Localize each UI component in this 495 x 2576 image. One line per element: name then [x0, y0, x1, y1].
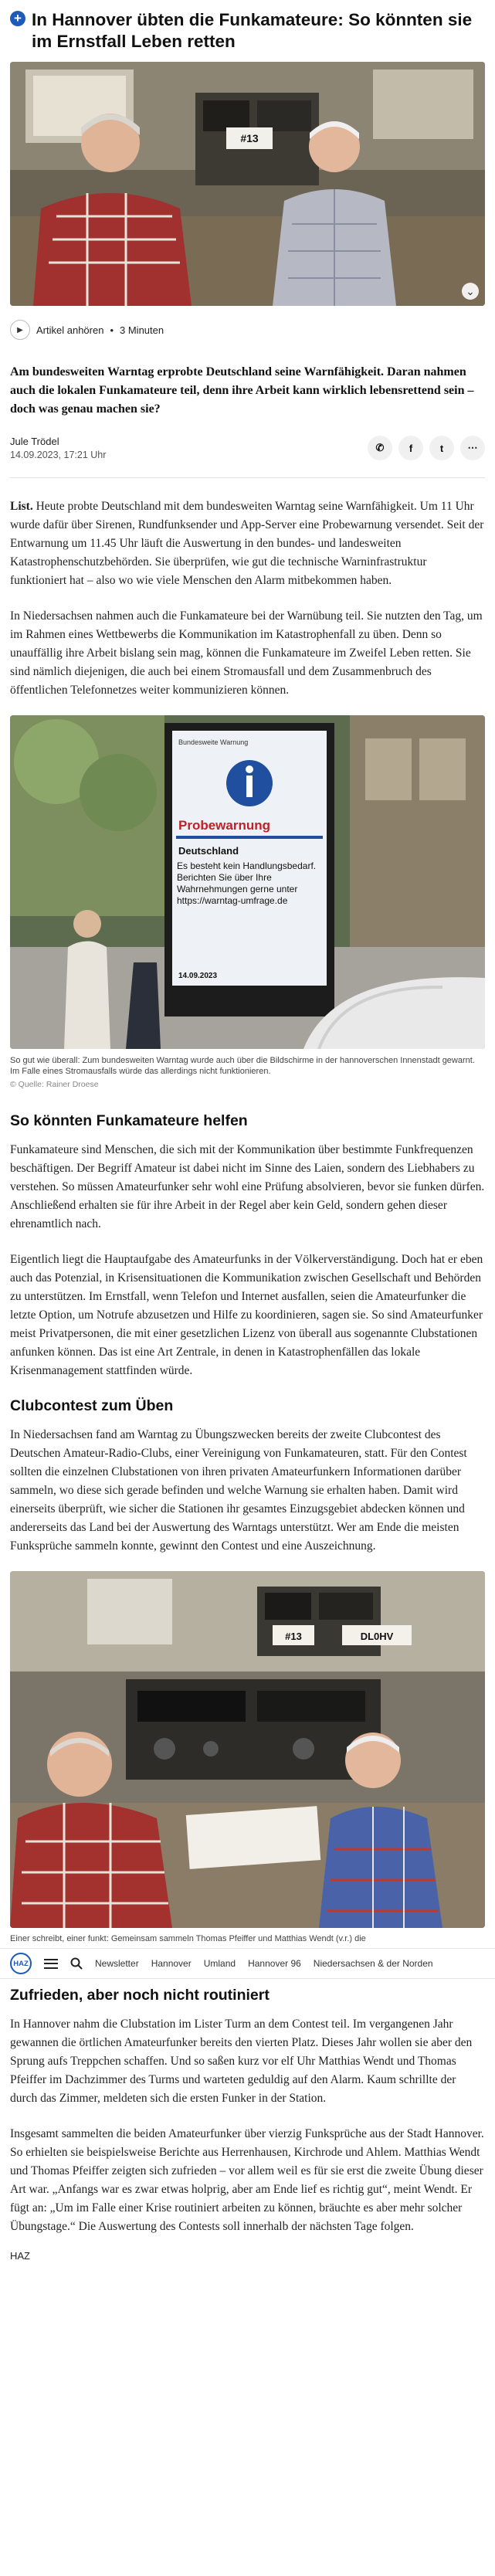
play-icon[interactable]: ▶ — [10, 320, 30, 340]
hero-sign-number: #13 — [240, 132, 259, 144]
warning-screen-illustration — [10, 715, 485, 1049]
section-heading: So könnten Funkamateure helfen — [10, 1112, 248, 1129]
station-callsign: DL0HV — [360, 1631, 394, 1642]
nav-item-hannover-96[interactable]: Hannover 96 — [248, 1958, 301, 1969]
facebook-icon[interactable]: f — [398, 436, 423, 460]
hero-photo-illustration — [10, 62, 485, 306]
paragraph — [10, 497, 485, 590]
menu-icon[interactable] — [44, 1959, 58, 1969]
dateline: List. — [10, 500, 33, 513]
screen-date: 14.09.2023 — [178, 972, 218, 980]
nav-item-umland[interactable]: Umland — [203, 1958, 236, 1969]
site-logo[interactable]: HAZ — [10, 1953, 32, 1974]
screen-region: Deutschland — [178, 845, 239, 857]
publish-date: 14.09.2023, 17:21 Uhr — [10, 450, 107, 460]
nav-item-newsletter[interactable]: Newsletter — [95, 1958, 139, 1969]
audio-label: Artikel anhören — [36, 324, 104, 336]
article-body — [10, 2015, 485, 2236]
hero-image[interactable] — [10, 62, 485, 306]
twitter-icon[interactable]: t — [429, 436, 454, 460]
screen-title: Probewarnung — [178, 818, 271, 833]
screen-header: Bundesweite Warnung — [178, 738, 249, 746]
headline — [10, 0, 485, 53]
byline — [10, 436, 485, 460]
nav-item-niedersachsen[interactable]: Niedersachsen & der Norden — [313, 1958, 433, 1969]
article-lead: Am bundesweiten Warntag erprobte Deutschland seine Warnfähigkeit. Daran nahmen auch die lokalen Funkamateure teil, denn ihre Arbeit kann wirklich lebensrettend sein – doch was genau machen sie? — [10, 365, 474, 416]
divider — [10, 477, 485, 478]
section-heading: Zufrieden, aber noch nicht routiniert — [10, 1987, 270, 2004]
site-navigation — [0, 1948, 495, 1979]
radio-station-image[interactable] — [10, 1571, 485, 1928]
author-block — [10, 436, 106, 460]
radio-station-illustration — [10, 1571, 485, 1928]
image-caption: So gut wie überall: Zum bundesweiten Warntag wurde auch über die Bildschirme in der hannoverschen Innenstadt gewarnt. Im Falle eines Stromausfalls würde das allerdings nicht funktionieren. — [10, 1056, 475, 1076]
share-buttons — [368, 436, 485, 460]
paragraph: Eigentlich liegt die Hauptaufgabe des Amateurfunks in der Völkerverständigung. Doch hat er eben auch das Potenzial, in Krisensituationen die Kommunikation zwischen Gesellschaft und Behörden zu unterstützen. Im Ernstfall, wenn Telefon und Internet ausfallen, seien die Amateurfunker die letzte Option, um Notrufe abzusetzen und Hilfe zu koordinieren, sagen sie. So sind Amateurfunker meist Privatpersonen, die mit einer gesetzlichen Lizenz von überall aus sogenannte Clubstationen anfunken können. Das ist eine Art Zentrale, in denen in Katastrophenfällen das lokale Krisenmanagement stattfinden würde. — [10, 1253, 483, 1377]
audio-duration: 3 Minuten — [120, 324, 164, 336]
article-body — [10, 1426, 485, 1556]
paragraph: Insgesamt sammelten die beiden Amateurfunker über vierzig Funksprüche aus der Stadt Hannover. So erhielten sie beispielsweise Berichte aus Herrenhausen, Kirchrode und Ahlem. Matthias Wendt und Thomas Pfeiffer zeigten sich zufrieden – vor allem weil es für sie erst die zweite Übung dieser Art war. „Anfangs war es zwar etwas holprig, aber am Ende lief es richtig gut“, meint Wendt. Er fügt an: „Um im Falle einer Krise routiniert arbeiten zu können, bräuchte es aber mehr solcher Übungstage.“ Die Auswertung des Contests soll innerhalb der nächsten Tage folgen. — [10, 2127, 484, 2233]
screen-body: Es besteht kein Handlungsbedarf. Berichten Sie über Ihre Wahrnehmungen gerne unter https://warntag-umfrage.de — [177, 860, 317, 906]
paragraph-text: Heute probte Deutschland mit dem bundesweiten Warntag seine Warnfähigkeit. Um 11 Uhr wurde dafür über Sirenen, Rundfunksender und App-Server eine Probewarnung versendet. Seit der Entwarnung um 11.45 Uhr läuft die Auswertung in den bundes- und landesweiten Katastrophenschutzbehörden. Sie überprüfen, wie gut die technische Warninfrastruktur funktioniert hat – also wo wie viele Menschen den Alarm mitbekommen haben. — [10, 500, 484, 587]
article-title: In Hannover übten die Funkamateure: So könnten sie im Ernstfall Leben retten — [32, 10, 473, 51]
paragraph: In Niedersachsen nahmen auch die Funkamateure bei der Warnübung teil. Sie nutzten den Tag, um im Rahmen eines Wettbewerbs die Kommunikation im Katastrophenfall zu üben. Denn so unauffällig ihre Arbeit bislang sein mag, können die Funkamateure im Zweifel Leben retten. Sie sind nämlich diejenigen, die auch bei einem Stromausfall und dem Zusammenbruch des öffentlichen Telefonnetzes weiter kommunizieren können. — [10, 609, 483, 697]
audio-separator: • — [110, 324, 114, 336]
article-body — [10, 1141, 485, 1380]
chevron-down-icon[interactable]: ⌄ — [462, 283, 479, 300]
footer-brand: HAZ — [10, 2250, 30, 2262]
image-caption: Einer schreibt, einer funkt: Gemeinsam sammeln Thomas Pfeiffer und Matthias Wendt (v.r.) die — [10, 1934, 366, 1943]
screen-body-wrap — [177, 860, 322, 945]
paragraph: In Hannover nahm die Clubstation im Lister Turm an dem Contest teil. Im vergangenen Jahr gewannen die örtlichen Amateurfunker bereits den vierten Platz. Dieses Jahr wollen sie aber den Sprung aufs Treppchen schaffen. Und so saßen kurz vor elf Uhr Matthias Wendt und Thomas Pfeiffer im Dachzimmer des Turms und warteten geduldig auf den Alarm. Kaum schrillte der durch das Zimmer, meldeten sich die ersten Funker in der Station. — [10, 2018, 473, 2105]
author-name[interactable]: Jule Trödel — [10, 436, 59, 447]
section-heading: Clubcontest zum Üben — [10, 1397, 174, 1414]
more-icon[interactable]: ⋯ — [460, 436, 485, 460]
image-credit: © Quelle: Rainer Droese — [10, 1080, 99, 1089]
paragraph: In Niedersachsen fand am Warntag zu Übungszwecken bereits der zweite Clubcontest des Deutschen Amateur-Radio-Clubs, einer Vereinigung von Funkamateuren, statt. Für den Contest sollten die einzelnen Clubstationen von ihren privaten Amateurfunkern Informationen darüber sammeln, wo diese sich gerade befinden und welche Warnung sie erhalten haben. Damit wird einerseits überprüft, wie sicher die Stationen ihr gesamtes Einzugsgebiet abdecken können und andererseits das Land bei der Auswertung des Warntags unterstützt. Wer am Ende die meisten Funksprüche sammeln konnte, gewinnt den Contest und eine Auszeichnung. — [10, 1428, 467, 1553]
whatsapp-icon[interactable]: ✆ — [368, 436, 392, 460]
plus-icon: + — [10, 11, 25, 26]
station-sign-number: #13 — [285, 1631, 302, 1642]
warning-screen-image[interactable] — [10, 715, 485, 1049]
search-icon[interactable] — [70, 1957, 83, 1970]
audio-player[interactable] — [10, 320, 485, 340]
paragraph: Funkamateure sind Menschen, die sich mit der Kommunikation über bestimmte Funkfrequenzen beschäftigen. Der Begriff Amateur ist dabei nicht im Sinne des Laien, sondern des Liebhabers zu verstehen. So müssen Amateurfunker sehr wohl eine Prüfung absolvieren, bevor sie funken dürfen. Anschließend erhalten sie für ihre Arbeit in der Regel aber kein Geld, sondern gehen dieser ehrenamtlich nach. — [10, 1143, 485, 1230]
nav-item-hannover[interactable]: Hannover — [151, 1958, 192, 1969]
article-body — [10, 497, 485, 700]
